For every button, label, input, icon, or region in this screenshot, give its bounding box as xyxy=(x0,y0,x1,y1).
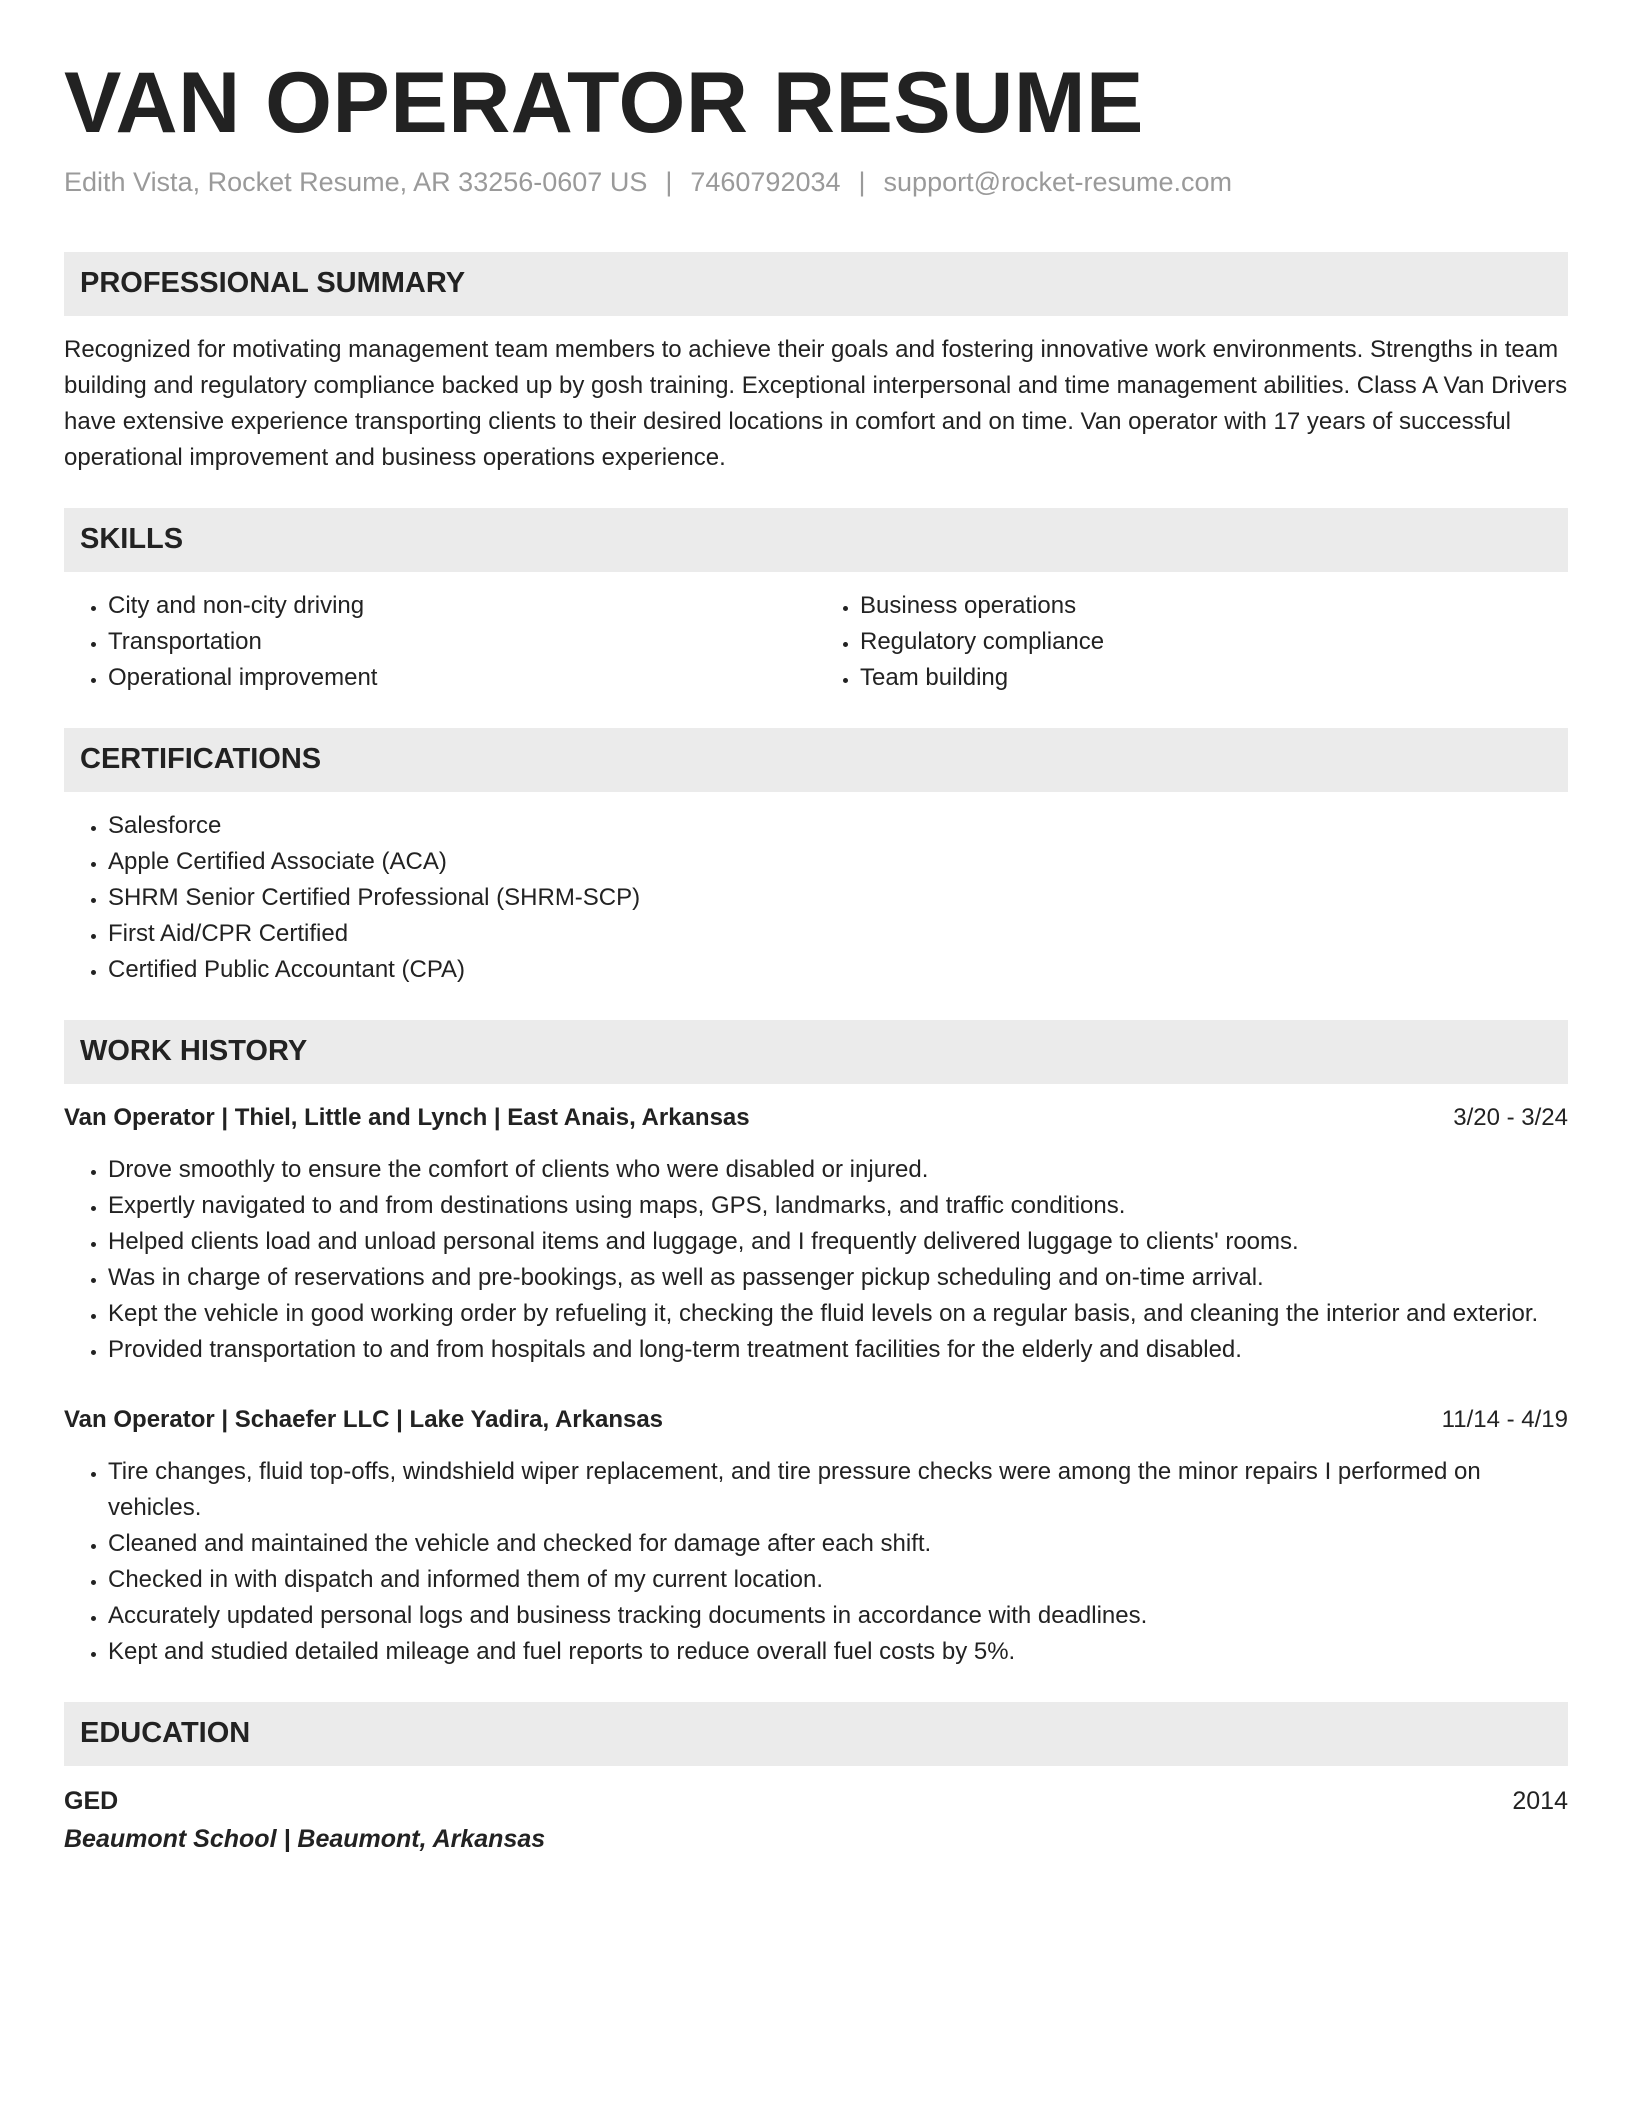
contact-separator: | xyxy=(665,166,673,197)
job-entry xyxy=(64,1402,1568,1670)
contact-email: support@rocket-resume.com xyxy=(883,166,1233,197)
job-bullet: • Kept and studied detailed mileage and fuel reports to reduce overall fuel costs by 5%. xyxy=(108,1634,1568,1670)
job-entry xyxy=(64,1100,1568,1368)
skill-item: • Team building xyxy=(860,660,1568,696)
job-title: Van Operator | Thiel, Little and Lynch | East Anais, Arkansas xyxy=(64,1103,750,1131)
resume-title: VAN OPERATOR RESUME xyxy=(64,55,1144,151)
education-section xyxy=(64,1702,1568,1858)
education-degree: GED xyxy=(64,1786,119,1815)
skill-item: • Regulatory compliance xyxy=(860,624,1568,660)
certification-item: • SHRM Senior Certified Professional (SHRM-SCP) xyxy=(108,880,1568,916)
contact-separator: | xyxy=(858,166,866,197)
certification-item: • First Aid/CPR Certified xyxy=(108,916,1568,952)
contact-address: Edith Vista, Rocket Resume, AR 33256-0607 US xyxy=(64,166,648,197)
job-bullet: • Tire changes, fluid top-offs, windshield wiper replacement, and tire pressure checks were among the minor repairs I performed on vehicles. xyxy=(108,1454,1568,1526)
job-bullets xyxy=(64,1454,1568,1670)
education-heading: EDUCATION xyxy=(64,1702,1568,1766)
job-title: Van Operator | Schaefer LLC | Lake Yadira, Arkansas xyxy=(64,1405,664,1433)
skills-list-left xyxy=(64,588,816,696)
certifications-section xyxy=(64,728,1568,988)
education-school: Beaumont School | Beaumont, Arkansas xyxy=(64,1824,546,1853)
contact-phone: 7460792034 xyxy=(690,166,841,197)
summary-heading: PROFESSIONAL SUMMARY xyxy=(64,252,1568,316)
work-history-heading: WORK HISTORY xyxy=(64,1020,1568,1084)
job-bullet: • Expertly navigated to and from destinations using maps, GPS, landmarks, and traffic conditions. xyxy=(108,1188,1568,1224)
job-dates: 3/20 - 3/24 xyxy=(1453,1103,1568,1131)
skill-item: • Business operations xyxy=(860,588,1568,624)
skills-grid xyxy=(64,572,1568,696)
summary-text: Recognized for motivating management team members to achieve their goals and fostering innovative work environments. Strengths in team building and regulatory compliance backed up by gosh training. Exceptional interpersonal and time management abilities. Class A Van Drivers have extensive experience transporting clients to their desired locations in comfort and on time. Van operator with 17 years of successful operational improvement and business operations experience. xyxy=(64,335,1568,471)
skills-heading: SKILLS xyxy=(64,508,1568,572)
work-history-section xyxy=(64,1020,1568,1670)
job-dates: 11/14 - 4/19 xyxy=(1441,1405,1568,1433)
job-bullet: • Drove smoothly to ensure the comfort of clients who were disabled or injured. xyxy=(108,1152,1568,1188)
job-bullet: • Was in charge of reservations and pre-bookings, as well as passenger pickup scheduling and on-time arrival. xyxy=(108,1260,1568,1296)
skills-section xyxy=(64,508,1568,696)
job-bullet: • Provided transportation to and from hospitals and long-term treatment facilities for the elderly and disabled. xyxy=(108,1332,1568,1368)
certification-item: • Apple Certified Associate (ACA) xyxy=(108,844,1568,880)
job-bullet: • Cleaned and maintained the vehicle and checked for damage after each shift. xyxy=(108,1526,1568,1562)
job-bullets xyxy=(64,1152,1568,1368)
summary-section xyxy=(64,252,1568,476)
education-header xyxy=(64,1782,1568,1820)
contact-line xyxy=(64,167,1568,198)
education-year: 2014 xyxy=(1512,1786,1568,1815)
job-bullet: • Checked in with dispatch and informed them of my current location. xyxy=(108,1562,1568,1598)
certifications-list xyxy=(64,808,1568,988)
certifications-heading: CERTIFICATIONS xyxy=(64,728,1568,792)
job-header xyxy=(64,1402,1568,1438)
certification-item: • Salesforce xyxy=(108,808,1568,844)
certification-item: • Certified Public Accountant (CPA) xyxy=(108,952,1568,988)
skill-item: • Operational improvement xyxy=(108,660,816,696)
skills-list-right xyxy=(816,588,1568,696)
skill-item: • City and non-city driving xyxy=(108,588,816,624)
skill-item: • Transportation xyxy=(108,624,816,660)
job-bullet: • Accurately updated personal logs and business tracking documents in accordance with deadlines. xyxy=(108,1598,1568,1634)
job-bullet: • Helped clients load and unload personal items and luggage, and I frequently delivered luggage to clients' rooms. xyxy=(108,1224,1568,1260)
job-header xyxy=(64,1100,1568,1136)
job-bullet: • Kept the vehicle in good working order by refueling it, checking the fluid levels on a regular basis, and cleaning the interior and exterior. xyxy=(108,1296,1568,1332)
